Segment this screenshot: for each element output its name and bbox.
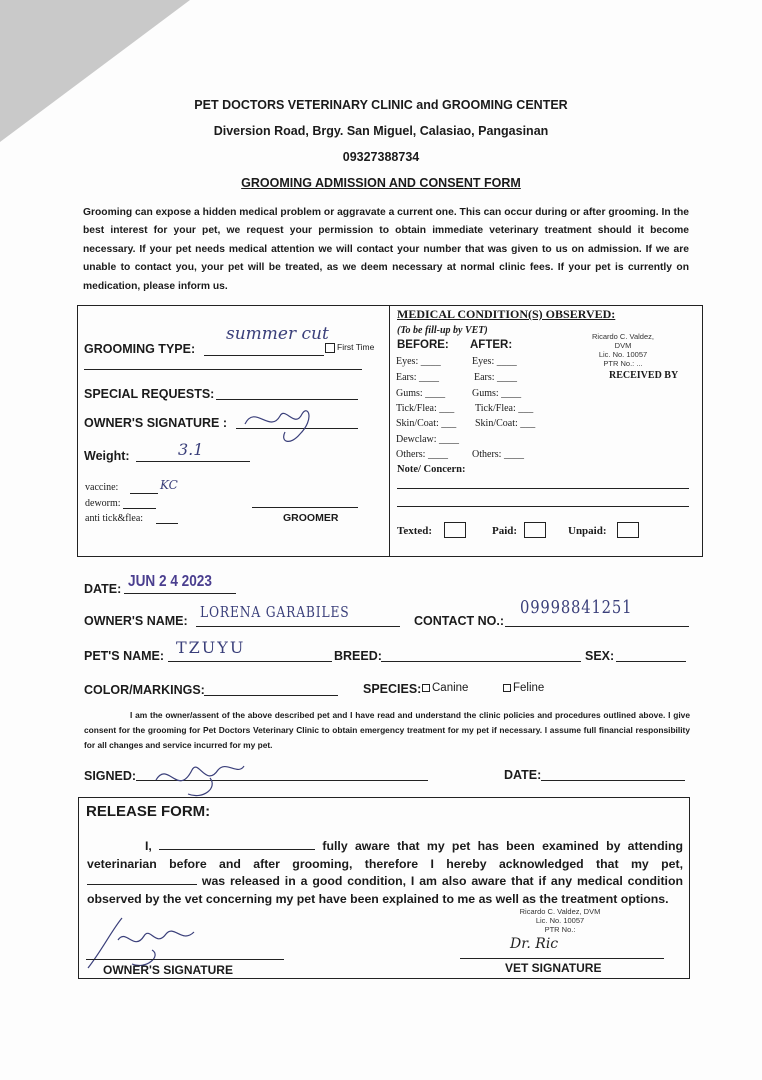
vaccine-value: KC — [160, 478, 178, 492]
page-fold-corner — [0, 0, 190, 142]
box-divider — [389, 306, 390, 556]
after-ears: Ears: ____ — [474, 372, 518, 383]
groomer-label: GROOMER — [283, 512, 339, 524]
medical-condition-title: MEDICAL CONDITION(S) OBSERVED: — [397, 307, 616, 321]
groomer-line — [252, 507, 358, 508]
before-others: Others: ____ — [396, 449, 448, 460]
paid-checkbox[interactable] — [524, 522, 546, 538]
breed-line — [381, 661, 581, 662]
first-time-label: First Time — [337, 342, 375, 352]
signed-date-line — [541, 780, 685, 781]
after-gums: Gums: ____ — [472, 388, 522, 399]
sex-label: SEX: — [585, 649, 615, 663]
contact-value: 09998841251 — [520, 597, 633, 618]
species-feline-option[interactable] — [503, 682, 544, 694]
canine-checkbox[interactable] — [422, 684, 430, 692]
canine-label: Canine — [432, 682, 469, 694]
contact-label: CONTACT NO.: — [414, 614, 505, 628]
signed-date-label: DATE: — [504, 768, 542, 782]
before-dewclaw: Dewclaw: ____ — [396, 434, 460, 445]
clinic-phone: 09327388734 — [342, 150, 420, 164]
before-gums: Gums: ____ — [396, 388, 446, 399]
species-canine-option[interactable] — [422, 682, 468, 694]
release-paragraph: I, fully aware that my pet has been examined by attending veterinarian before and after grooming, therefore I hereby acknowledged that my pet, was released in a good condition, I am also aware that if any medical condition observed by the vet concerning my pet have been explained to me as well as the treatment options. — [87, 839, 684, 906]
vet-stamp-bottom: Ricardo C. Valdez, DVM Lic. No. 10057 PTR No.: — [519, 907, 601, 934]
deworm-line — [123, 508, 156, 509]
unpaid-label: Unpaid: — [568, 525, 607, 537]
release-vet-line — [460, 958, 664, 959]
feline-checkbox[interactable] — [503, 684, 511, 692]
grooming-type-value: summer cut — [226, 324, 329, 344]
before-label: BEFORE: — [397, 339, 449, 351]
vet-stamp-top: Ricardo C. Valdez, DVM Lic. No. 10057 PTR No.: ... — [592, 332, 654, 368]
release-owner-line — [86, 959, 284, 960]
weight-line — [136, 461, 250, 462]
contact-line — [505, 626, 689, 627]
pet-name-line — [168, 661, 332, 662]
grooming-type-line — [204, 355, 324, 356]
note-line-2 — [397, 506, 689, 507]
species-label: SPECIES: — [363, 682, 422, 696]
date-stamp-value: JUN 2 4 2023 — [128, 573, 212, 590]
received-by-label: RECEIVED BY — [609, 370, 679, 381]
note-label: Note/ Concern: — [397, 464, 466, 475]
signed-label: SIGNED: — [84, 769, 137, 783]
vet-handwriting: Dr. Ric — [510, 936, 559, 952]
medical-subtitle: (To be fill-up by VET) — [397, 325, 488, 336]
deworm-label: deworm: — [85, 498, 121, 509]
anti-tick-line — [156, 523, 178, 524]
release-owner-signature-label: OWNER'S SIGNATURE — [103, 963, 233, 977]
form-title: GROOMING ADMISSION AND CONSENT FORM — [241, 176, 521, 190]
consent-paragraph: I am the owner/assent of the above described pet and I have read and understand the clinic policies and procedures outlined above. I give consent for the grooming for Pet Doctors Veterinary Clinic to obtain emergency treatment for my pet if necessary. I assume full financial responsibility for all changes and service incurred for my pet. — [84, 710, 690, 750]
grooming-type-line-2 — [84, 369, 362, 370]
clinic-name: PET DOCTORS VETERINARY CLINIC and GROOMING CENTER — [194, 98, 568, 112]
after-label: AFTER: — [470, 339, 513, 351]
anti-tick-label: anti tick&flea: — [85, 513, 144, 524]
special-requests-label: SPECIAL REQUESTS: — [84, 387, 215, 401]
weight-label: Weight: — [84, 449, 130, 463]
before-ears: Ears: ____ — [396, 372, 440, 383]
intro-paragraph: Grooming can expose a hidden medical problem or aggravate a current one. This can occur during or after grooming. In the best interest for your pet, we request your permission to obtain immediate veterinary treatment should it become necessary. If your pet needs medical attention we will contact your number that was given to us on admission. If we are unable to contact you, your pet will be treated, as we deem necessary at normal clinic fees. If your pet is currently on medication, please inform us. — [83, 207, 689, 292]
date-line — [124, 593, 236, 594]
owner-signature-label: OWNER'S SIGNATURE : — [84, 416, 228, 430]
texted-checkbox[interactable] — [444, 522, 466, 538]
color-markings-label: COLOR/MARKINGS: — [84, 683, 205, 697]
owner-name-line — [196, 626, 400, 627]
note-line-1 — [397, 488, 689, 489]
before-eyes: Eyes: ____ — [396, 356, 441, 367]
paid-label: Paid: — [492, 525, 518, 537]
owner-signature-scribble — [240, 394, 320, 454]
signed-scribble — [148, 748, 258, 804]
after-others: Others: ____ — [472, 449, 524, 460]
first-time-checkbox[interactable] — [325, 342, 374, 353]
date-label: DATE: — [84, 582, 122, 596]
grooming-type-label: GROOMING TYPE: — [84, 342, 196, 356]
after-tick: Tick/Flea: ___ — [475, 403, 534, 414]
after-skin: Skin/Coat: ___ — [475, 418, 536, 429]
before-tick: Tick/Flea: ___ — [396, 403, 455, 414]
clinic-address: Diversion Road, Brgy. San Miguel, Calasiao, Pangasinan — [213, 124, 549, 138]
pet-name-label: PET'S NAME: — [84, 649, 165, 663]
release-vet-signature-label: VET SIGNATURE — [505, 961, 602, 975]
color-markings-line — [204, 695, 338, 696]
owner-name-value: LORENA GARABILES — [200, 603, 350, 621]
pet-name-value: TZUYU — [176, 638, 246, 657]
unpaid-checkbox[interactable] — [617, 522, 639, 538]
breed-label: BREED: — [334, 649, 382, 663]
weight-value: 3.1 — [178, 440, 204, 459]
vaccine-label: vaccine: — [85, 482, 119, 493]
vaccine-line — [130, 493, 158, 494]
owner-name-label: OWNER'S NAME: — [84, 614, 188, 628]
sex-line — [616, 661, 686, 662]
before-skin: Skin/Coat: ___ — [396, 418, 457, 429]
release-title: RELEASE FORM: — [86, 803, 211, 820]
first-time-box[interactable] — [325, 343, 335, 353]
after-eyes: Eyes: ____ — [472, 356, 517, 367]
feline-label: Feline — [513, 682, 545, 694]
texted-label: Texted: — [397, 525, 433, 537]
